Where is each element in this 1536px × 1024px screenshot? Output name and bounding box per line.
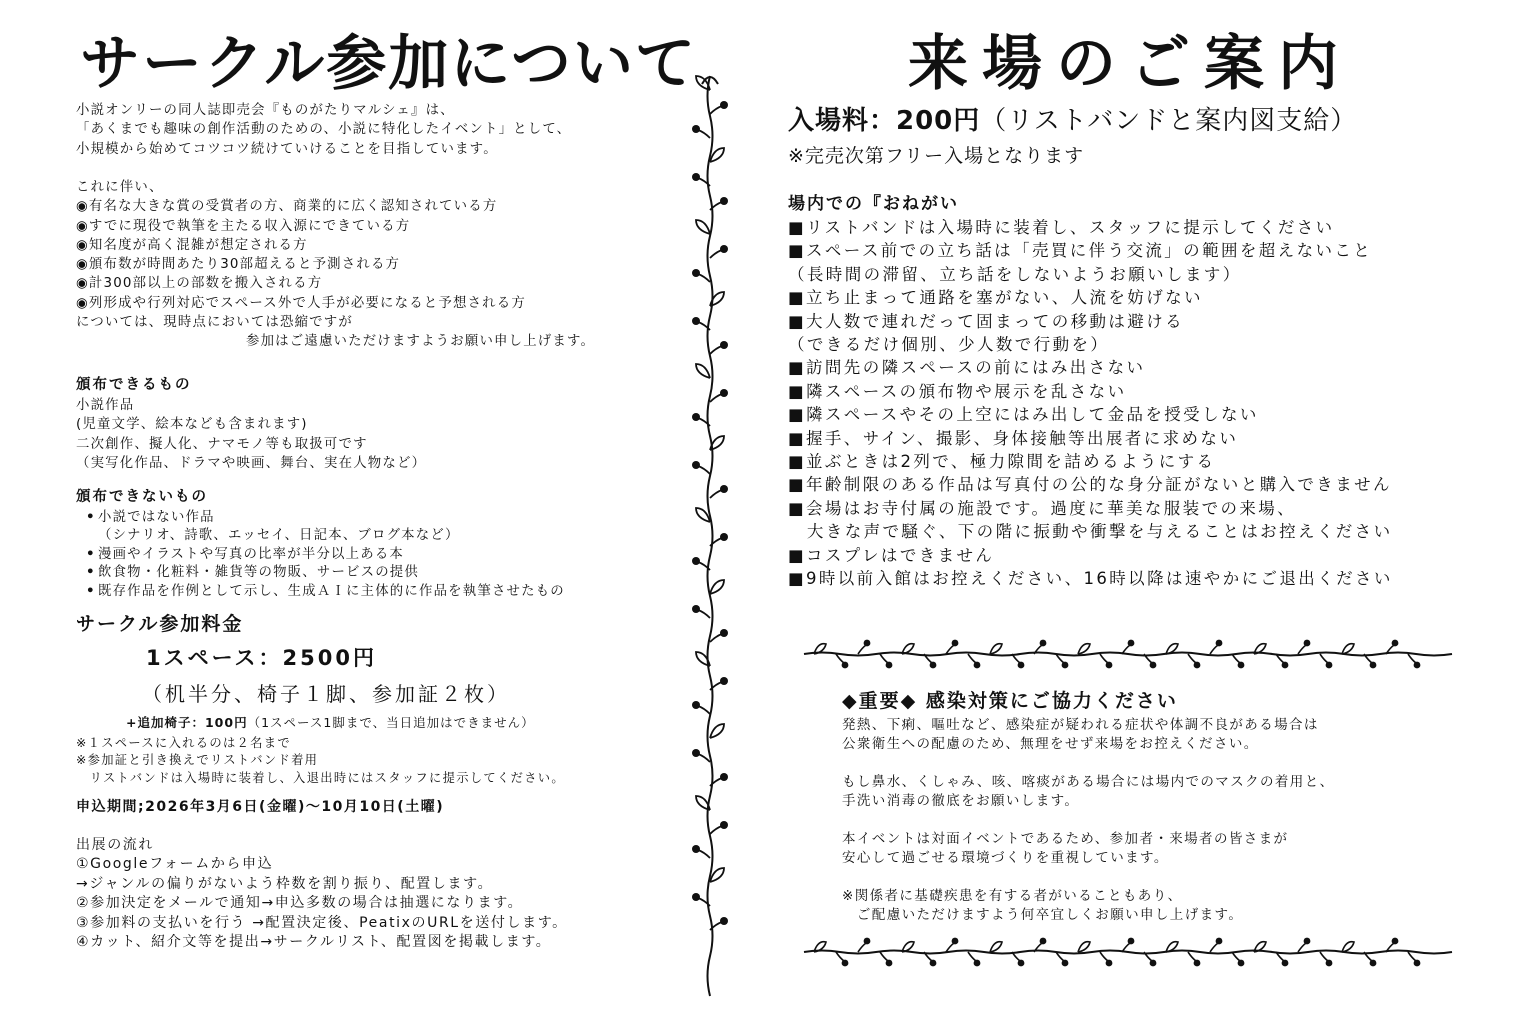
notes-block bbox=[76, 735, 565, 787]
bullet-icon: • bbox=[86, 510, 96, 525]
condition-item: ◉知名度が高く混雑が想定される方 bbox=[76, 237, 308, 253]
vine-divider-icon bbox=[800, 636, 1430, 672]
forbidden-list bbox=[76, 509, 565, 601]
rule-item: ■会場はお寺付属の施設です。過度に華美な服装での来場、 bbox=[788, 498, 1297, 518]
rule-item: ■コスプレはできません bbox=[788, 545, 995, 565]
allowed-item: 小説作品 bbox=[76, 398, 135, 413]
vine-divider-icon bbox=[800, 934, 1430, 970]
left-title: サークル参加について bbox=[80, 29, 697, 99]
rule-item: ■9時以前入館はお控えください、16時以降は速やかにご退出ください bbox=[788, 569, 1393, 589]
fee-sub: （机半分、椅子１脚、参加証２枚） bbox=[142, 682, 510, 706]
notice-block bbox=[842, 686, 1335, 925]
condition-item: ◉列形成や行列対応でスペース外で人手が必要になると予想される方 bbox=[76, 295, 526, 311]
flow-step: ④カット、紹介文等を提出→サークルリスト、配置図を掲載します。 bbox=[76, 934, 552, 951]
right-title: 来場のご案内 bbox=[908, 29, 1352, 99]
flow-step: →ジャンルの偏りがないよう枠数を割り振り、配置します。 bbox=[76, 875, 494, 892]
flow-block bbox=[76, 836, 568, 952]
intro-line: 小規模から始めてコツコツ続けていけることを目指しています。 bbox=[76, 141, 498, 157]
flow-step: ①Googleフォームから申込 bbox=[76, 856, 274, 873]
notice-line: ※関係者に基礎疾患を有する者がいることもあり、 bbox=[842, 888, 1183, 904]
rule-item: 大きな声で騒ぐ、下の階に振動や衝撃を与えることはお控えください bbox=[788, 522, 1393, 542]
allowed-block bbox=[76, 373, 426, 473]
list-item: • 小説ではない作品 bbox=[76, 509, 565, 527]
intro-line: 「あくまでも趣味の創作活動のための、小説に特化したイベント」として、 bbox=[76, 122, 572, 138]
notice-spacer bbox=[842, 868, 1335, 887]
rule-item: ■握手、サイン、撮影、身体接触等出展者に求めない bbox=[788, 428, 1239, 448]
rules-block bbox=[788, 189, 1393, 591]
admission-block bbox=[788, 100, 1357, 168]
rule-item: ■隣スペースやその上空にはみ出して金品を授受しない bbox=[788, 405, 1259, 425]
fee-chair: +追加椅子：100円（1スペース1脚まで、当日追加はできません） bbox=[126, 715, 535, 730]
note-line: ※１スペースに入れるのは２名まで bbox=[76, 736, 291, 750]
notice-body bbox=[842, 716, 1335, 925]
rule-item: （できるだけ個別、少人数で行動を） bbox=[788, 335, 1110, 355]
forbidden-block bbox=[76, 485, 565, 601]
conditions-block bbox=[76, 178, 595, 352]
rule-item: ■大人数で連れだって固まっての移動は避ける bbox=[788, 311, 1184, 331]
note-line: ※参加証と引き換えでリストバンド着用 bbox=[76, 753, 319, 768]
allowed-item: (児童文学、絵本なども含まれます) bbox=[76, 417, 308, 433]
notice-line: もし鼻水、くしゃみ、咳、喀痰がある場合には場内でのマスクの着用と、 bbox=[842, 774, 1335, 790]
list-item: • 既存作品を作例として示し、生成ＡＩに主体的に作品を執筆させたもの bbox=[76, 583, 565, 601]
notice-line: 安心して過ごせる環境づくりを重視しています。 bbox=[842, 850, 1169, 866]
fee-block bbox=[76, 609, 535, 731]
notice-line: 手洗い消毒の徹底をお願いします。 bbox=[842, 793, 1080, 809]
condition-item: ◉すでに現役で執筆を主たる収入源にできている方 bbox=[76, 218, 411, 234]
application-period: 申込期間;2026年3月6日(金曜)〜10月10日(土曜) bbox=[76, 799, 445, 815]
allowed-item: （実写化作品、ドラマや映画、舞台、実在人物など） bbox=[76, 455, 427, 471]
rule-item: ■リストバンドは入場時に装着し、スタッフに提示してください bbox=[788, 218, 1335, 237]
notice-line: ご配慮いただけますよう何卒宜しくお願い申し上げます。 bbox=[842, 907, 1244, 923]
bullet-icon: • bbox=[86, 546, 96, 562]
notice-line: 発熱、下痢、嘔吐など、感染症が疑われる症状や体調不良がある場合は bbox=[842, 717, 1319, 733]
rule-item: ■並ぶときは2列で、極力隙間を詰めるようにする bbox=[788, 452, 1216, 472]
allowed-item: 二次創作、擬人化、ナマモノ等も取扱可です bbox=[76, 436, 368, 452]
flow-step: ②参加決定をメールで通知→申込多数の場合は抽選になります。 bbox=[76, 895, 524, 912]
rules-title: 場内での『おねがい bbox=[788, 194, 959, 214]
list-item: （シナリオ、詩歌、エッセイ、日記本、ブログ本など） bbox=[98, 528, 460, 544]
bullet-icon: • bbox=[86, 565, 96, 581]
rule-item: ■年齢制限のある作品は写真付の公的な身分証がないと購入できません bbox=[788, 475, 1392, 495]
forbidden-title: 頒布できないもの bbox=[76, 489, 208, 505]
rule-item: （長時間の滞留、立ち話をしないようお願いします） bbox=[788, 264, 1242, 284]
notice-line: 本イベントは対面イベントであるため、参加者・来場者の皆さまが bbox=[842, 831, 1289, 847]
note-line: リストバンドは入場時に装着し、入退出時にはスタッフに提示してください。 bbox=[76, 770, 565, 785]
rule-item: ■スペース前での立ち話は「売買に伴う交流」の範囲を超えないこと bbox=[788, 241, 1373, 261]
notice-line: 公衆衛生への配慮のため、無理をせず来場をお控えください。 bbox=[842, 736, 1259, 752]
flow-title: 出展の流れ bbox=[76, 837, 154, 853]
condition-item: ◉有名な大きな賞の受賞者の方、商業的に広く認知されている方 bbox=[76, 199, 498, 215]
allowed-title: 頒布できるもの bbox=[76, 377, 192, 393]
condition-item: ◉計300部以上の部数を搬入される方 bbox=[76, 276, 323, 292]
flow-step: ③参加料の支払いを行う →配置決定後、PeatixのURLを送付します。 bbox=[76, 914, 568, 931]
rule-item: ■隣スペースの頒布物や展示を乱さない bbox=[788, 381, 1127, 401]
list-item: • 漫画やイラストや写真の比率が半分以上ある本 bbox=[76, 546, 565, 564]
rule-item: ■訪問先の隣スペースの前にはみ出さない bbox=[788, 358, 1146, 378]
list-item: • 飲食物・化粧料・雑貨等の物販、サービスの提供 bbox=[76, 564, 565, 582]
fee-main: 1スペース：2500円 bbox=[146, 646, 378, 670]
rules-list bbox=[788, 216, 1393, 591]
notice-title: ◆重要◆ 感染対策にご協力ください bbox=[842, 690, 1178, 712]
conditions-tail: については、現時点においては恐縮ですが bbox=[76, 315, 353, 331]
admission-note: ※完売次第フリー入場となります bbox=[788, 145, 1085, 167]
condition-item: ◉頒布数が時間あたり30部超えると予測される方 bbox=[76, 257, 401, 273]
rule-item: ■立ち止まって通路を塞がない、人流を妨げない bbox=[788, 288, 1203, 308]
fee-title: サークル参加料金 bbox=[76, 613, 244, 635]
intro-line: 小説オンリーの同人誌即売会『ものがたりマルシェ』は、 bbox=[76, 103, 455, 118]
notice-spacer bbox=[842, 754, 1335, 773]
conditions-lead: これに伴い、 bbox=[76, 180, 164, 195]
vine-divider-icon bbox=[680, 70, 740, 970]
admission-fee: 入場料：200円（リストバンドと案内図支給） bbox=[788, 106, 1358, 136]
notice-spacer bbox=[842, 811, 1335, 830]
conditions-end: 参加はご遠慮いただけますようお願い申し上げます。 bbox=[246, 334, 596, 350]
intro-block bbox=[76, 101, 571, 159]
bullet-icon: • bbox=[86, 583, 96, 599]
